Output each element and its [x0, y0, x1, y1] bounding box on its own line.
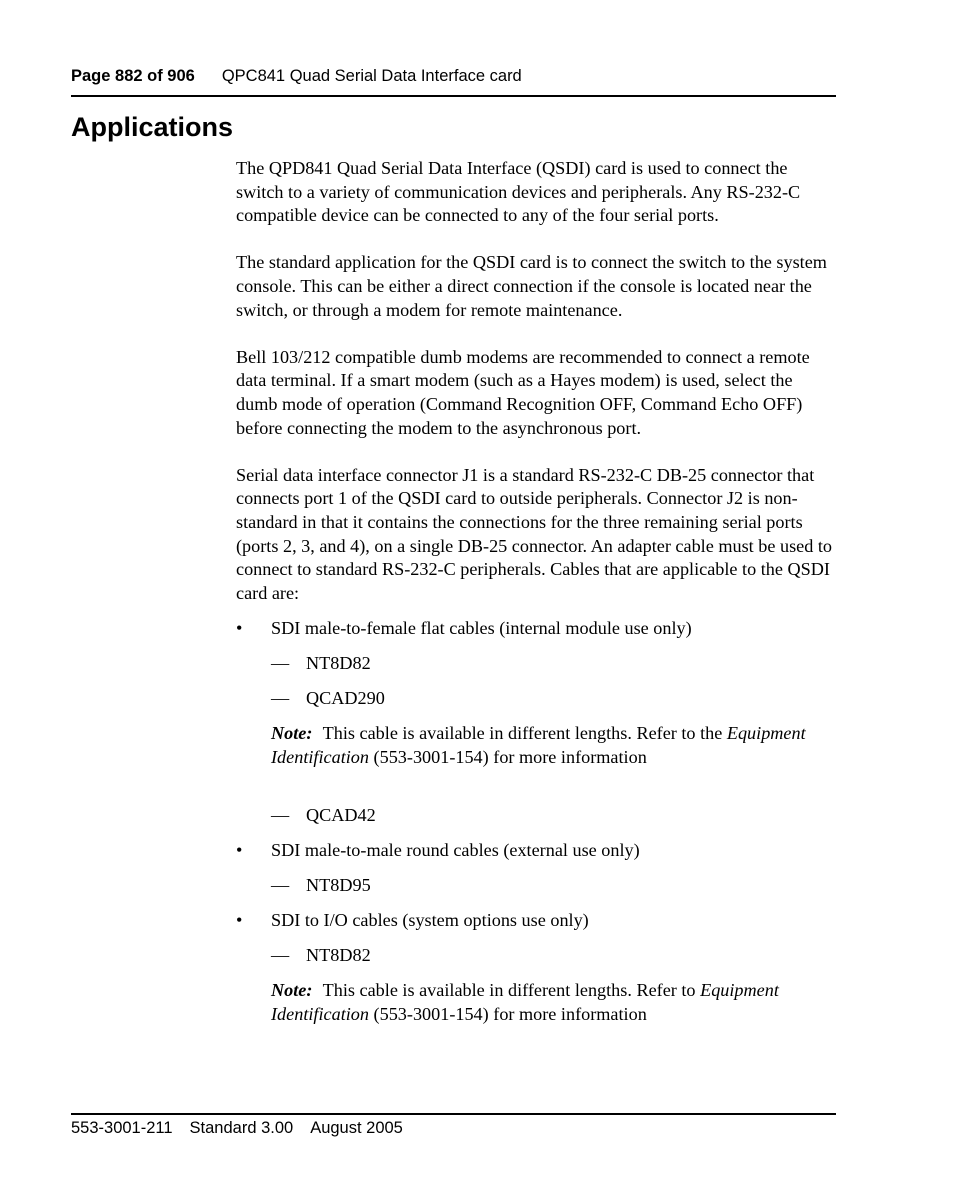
dash-mark: — [271, 945, 290, 966]
bullet-mark: • [236, 910, 243, 931]
cable-code: QCAD290 [306, 688, 385, 709]
note [236, 722, 836, 769]
cable-code: NT8D82 [306, 653, 371, 674]
cable-code: NT8D95 [306, 875, 371, 896]
cable-item [236, 652, 836, 676]
list-item-label: SDI male-to-female flat cables (internal module use only) [271, 618, 692, 639]
note-text: This cable is available in different lengths. Refer to [322, 980, 696, 1001]
dash-mark: — [271, 805, 290, 826]
document-title: QPC841 Quad Serial Data Interface card [221, 67, 522, 85]
document-date: August 2005 [310, 1119, 403, 1137]
list-item [236, 617, 836, 641]
dash-mark: — [271, 688, 290, 709]
header-rule [71, 95, 836, 97]
note-reference: Equipment Identification [271, 980, 779, 1024]
cable-item [236, 804, 836, 828]
document-standard: Standard 3.00 [189, 1119, 294, 1137]
cable-item [236, 874, 836, 898]
section-heading: Applications [71, 112, 234, 142]
note-text: (553-3001-154) for more information [373, 746, 647, 767]
dash-mark: — [271, 653, 290, 674]
cable-item [236, 944, 836, 968]
paragraph: Bell 103/212 compatible dumb modems are recommended to connect a remote data terminal. If a smart modem (such as a Hayes modem) is used, select the dumb mode of operation (Command Recognition OFF, Command Echo OFF) before connecting the modem to the asynchronous port. [236, 346, 810, 438]
note-label: Note: [271, 723, 313, 744]
note-text: (553-3001-154) for more information [373, 1003, 647, 1024]
list-item [236, 839, 836, 863]
note-reference: Equipment Identification [271, 723, 806, 767]
note-label: Note: [271, 980, 313, 1001]
list-item-label: SDI male-to-male round cables (external use only) [271, 840, 640, 861]
list-item [236, 909, 836, 933]
paragraph: Serial data interface connector J1 is a standard RS-232-C DB-25 connector that connects port 1 of the QSDI card to outside peripherals. Connector J2 is non-standard in that it contains the connections for the three remaining serial ports (ports 2, 3, and 4), on a single DB-25 connector. An adapter cable must be used to connect to standard RS-232-C peripherals. Cables that are applicable to the QSDI card are: [236, 464, 833, 603]
footer-rule [71, 1113, 836, 1115]
note-text: This cable is available in different lengths. Refer to the [322, 723, 723, 744]
cable-code: QCAD42 [306, 805, 376, 826]
page-number: Page 882 of 906 [71, 67, 195, 85]
list-item-label: SDI to I/O cables (system options use only) [271, 910, 589, 931]
page-header [71, 66, 836, 86]
paragraph: The QPD841 Quad Serial Data Interface (QSDI) card is used to connect the switch to a variety of communication devices and peripherals. Any RS-232-C compatible device can be connected to any of the four serial ports. [236, 158, 801, 226]
section-body [236, 157, 836, 1038]
paragraph: The standard application for the QSDI card is to connect the switch to the system console. This can be either a direct connection if the console is located near the switch, or through a modem for remote maintenance. [236, 252, 827, 320]
bullet-mark: • [236, 618, 243, 639]
cable-code: NT8D82 [306, 945, 371, 966]
bullet-mark: • [236, 840, 243, 861]
page-footer [71, 1118, 403, 1138]
dash-mark: — [271, 875, 290, 896]
cable-item [236, 687, 836, 711]
document-number: 553-3001-211 [71, 1119, 173, 1137]
note [236, 979, 836, 1026]
